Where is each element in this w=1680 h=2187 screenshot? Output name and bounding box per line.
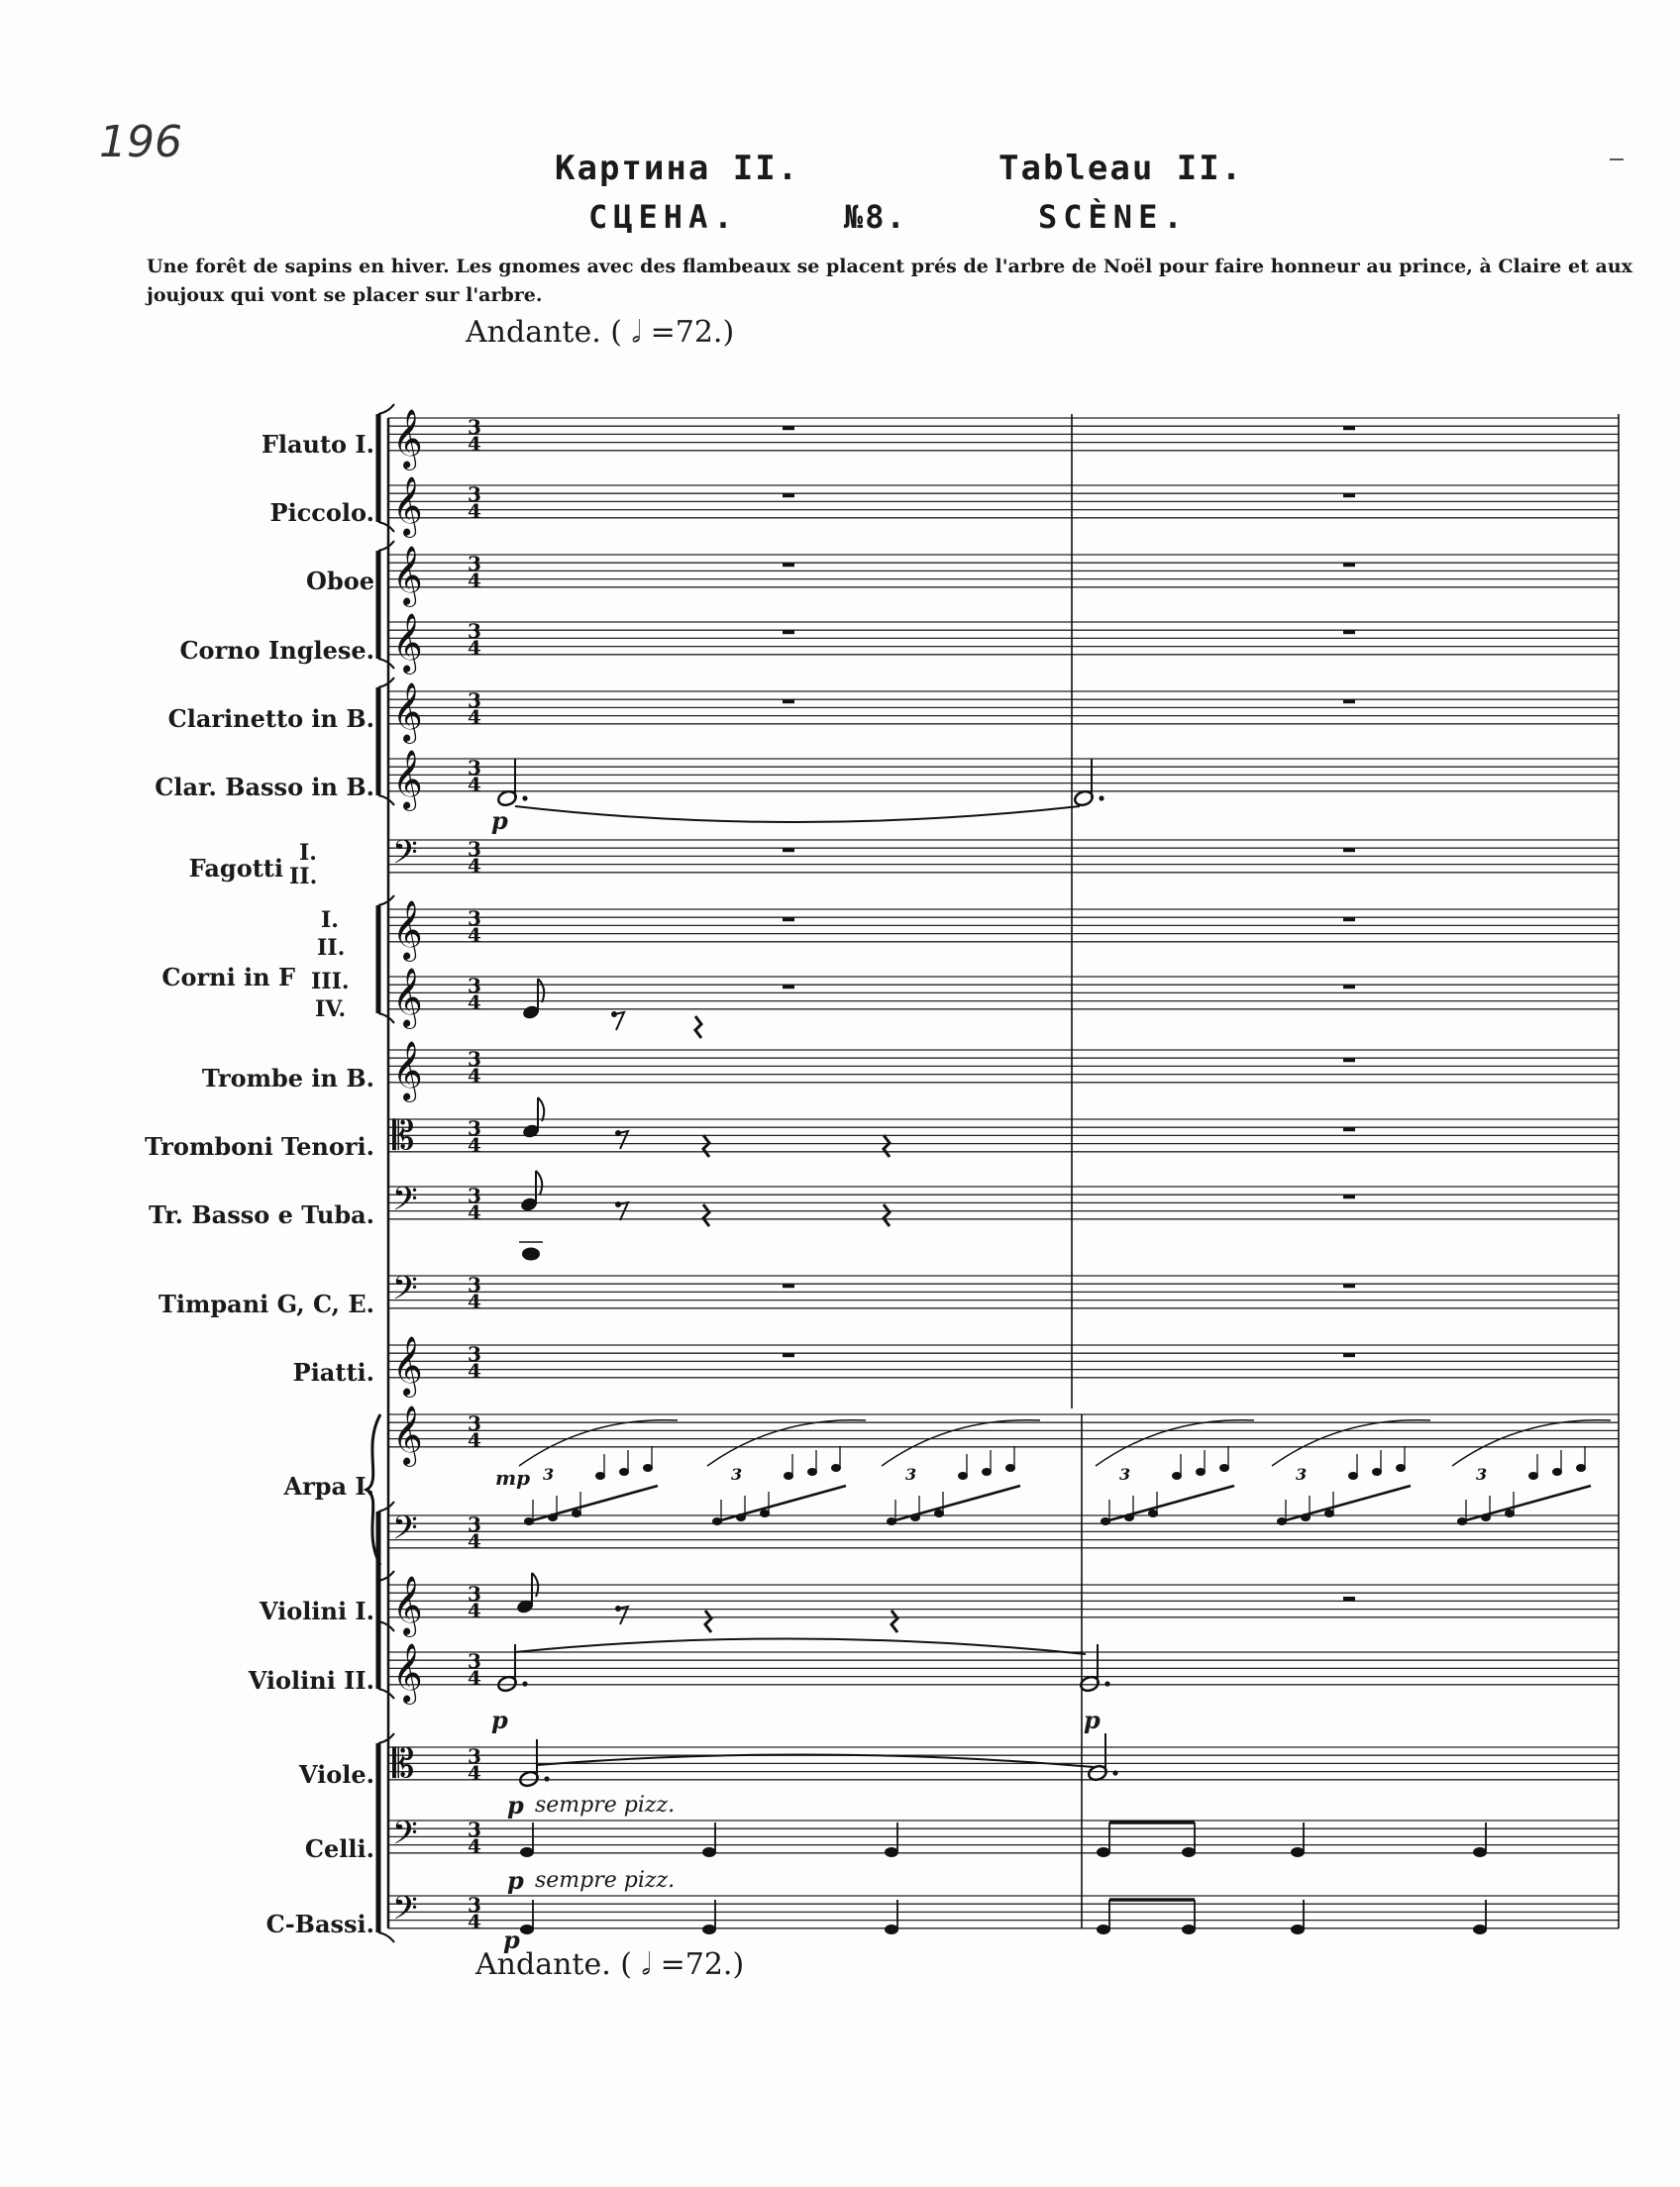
rest-tromboni-q2 — [884, 1135, 890, 1157]
time-sig-top: 3 — [468, 482, 481, 506]
dyn-violini-2: p — [491, 1706, 508, 1734]
fagotti-part-2: II. — [289, 864, 318, 889]
time-sig-bottom: 4 — [468, 1666, 481, 1690]
time-sig-top: 3 — [468, 1649, 481, 1673]
harp-slur — [1096, 1420, 1254, 1466]
clef-treble: 𝄞 — [392, 1041, 423, 1100]
clef-bass: 𝄢 — [392, 834, 418, 880]
label-trombe: Trombe in B. — [201, 1064, 374, 1093]
rest-tromboni-tail — [618, 1131, 628, 1149]
cello-note — [520, 1847, 534, 1857]
time-sig-top: 3 — [468, 974, 481, 997]
time-sig-bottom: 4 — [468, 1359, 481, 1383]
cello-note — [885, 1847, 898, 1857]
whole-rest — [1343, 630, 1355, 634]
time-sig-bottom: 4 — [468, 1133, 481, 1157]
time-sig-top: 3 — [468, 1184, 481, 1207]
time-sig-bottom: 4 — [468, 636, 481, 660]
whole-rest — [783, 493, 794, 497]
time-sig-top: 3 — [468, 1818, 481, 1841]
tempo-marking-bottom: Andante. ( 𝅗𝅥 =72.) — [475, 1947, 745, 1982]
label-flauto: Flauto I. — [261, 430, 374, 459]
whole-rest — [783, 985, 794, 989]
label-tuba: Tr. Basso e Tuba. — [149, 1200, 374, 1229]
harp-slur — [882, 1420, 1040, 1466]
bass-note-m2 — [1097, 1925, 1110, 1934]
label-piccolo: Piccolo. — [269, 498, 374, 527]
label-timpani: Timpani G, C, E. — [158, 1290, 374, 1318]
dyn-viole: p — [507, 1791, 524, 1820]
clef-treble: 𝄞 — [392, 968, 423, 1027]
time-sig-bottom: 4 — [468, 432, 481, 456]
time-sig-bottom: 4 — [468, 1290, 481, 1313]
triplet-mark: 3 — [543, 1465, 555, 1484]
label-fagotti: Fagotti — [188, 854, 283, 883]
whole-rest-violini-1 — [1343, 1597, 1355, 1601]
whole-rest — [1343, 563, 1355, 567]
stage-direction: Une forêt de sapins en hiver. Les gnomes avec des flambeaux se placent prés de l'arbre de Noël pour faire honneur au prince, à Claire et aux joujoux qui vont se placer sur l'arbre. — [147, 256, 1632, 306]
whole-rest — [1343, 426, 1355, 430]
time-sig-top: 3 — [468, 1047, 481, 1071]
label-clarinetto: Clarinetto in B. — [167, 704, 374, 733]
time-sig-bottom: 4 — [468, 569, 481, 592]
time-sig-bottom: 4 — [468, 705, 481, 729]
rest-violini-1-q2 — [892, 1611, 897, 1632]
bass-note — [520, 1925, 534, 1934]
whole-rest — [1343, 1058, 1355, 1062]
time-sig-top: 3 — [468, 552, 481, 575]
clef-bass: 𝄢 — [392, 1815, 418, 1860]
tempo-marking-top: Andante. ( 𝅗𝅥 =72.) — [466, 315, 735, 350]
whole-rest — [1343, 848, 1355, 852]
corni-part-3: III. — [311, 969, 350, 994]
dyn-clar-basso: p — [491, 806, 508, 835]
whole-rest — [783, 1353, 794, 1357]
label-tromboni: Tromboni Tenori. — [145, 1132, 374, 1161]
label-oboe: Oboe — [306, 567, 374, 595]
note-viole-dot — [544, 1776, 549, 1781]
tie-viole — [537, 1754, 1094, 1767]
triplet-mark: 3 — [905, 1465, 917, 1484]
triplet-mark: 3 — [731, 1465, 743, 1484]
clef-treble: 𝄞 — [392, 476, 423, 536]
note-clar-basso-dot — [522, 795, 527, 800]
whole-rest — [783, 848, 794, 852]
time-sig-top: 3 — [468, 756, 481, 780]
fagotti-part-1: I. — [299, 840, 317, 866]
time-sig-top: 3 — [468, 1744, 481, 1768]
whole-rest — [1343, 1353, 1355, 1357]
whole-rest — [783, 426, 794, 430]
whole-rest — [783, 1284, 794, 1288]
triplet-mark: 3 — [1119, 1465, 1131, 1484]
clef-alto: 𝄡 — [392, 1741, 415, 1787]
label-corni: Corni in F — [161, 963, 295, 991]
cello-note — [702, 1847, 716, 1857]
label-clar-basso: Clar. Basso in B. — [155, 773, 374, 801]
whole-rest — [1343, 1284, 1355, 1288]
triplet-mark: 3 — [1476, 1465, 1488, 1484]
harp-slur — [519, 1420, 678, 1466]
time-sig-top: 3 — [468, 1582, 481, 1606]
corni-part-4: IV. — [315, 996, 347, 1022]
whole-rest — [1343, 699, 1355, 703]
time-sig-bottom: 4 — [468, 854, 481, 878]
rest-violini-1-q — [705, 1611, 711, 1632]
dyn-arpa: mp — [495, 1466, 531, 1490]
dyn-celli: p — [507, 1866, 524, 1895]
pizz-celli: sempre pizz. — [535, 1868, 676, 1893]
clef-treble: 𝄞 — [392, 900, 423, 960]
whole-rest — [1343, 985, 1355, 989]
bass-note — [885, 1925, 898, 1934]
time-sig-bottom: 4 — [468, 1599, 481, 1622]
label-celli: Celli. — [304, 1834, 374, 1863]
whole-rest — [1343, 1195, 1355, 1198]
time-sig-bottom: 4 — [468, 773, 481, 796]
harp-slur — [1272, 1420, 1430, 1466]
cello-note-m2 — [1097, 1847, 1110, 1857]
time-sig-bottom: 4 — [468, 1428, 481, 1452]
rest-tuba-q — [703, 1204, 709, 1226]
label-corno-inglese: Corno Inglese. — [179, 636, 374, 665]
scene-french: SCÈNE. — [1038, 198, 1189, 236]
time-sig-bottom: 4 — [468, 1529, 481, 1553]
cello-note-m2 — [1182, 1847, 1196, 1857]
note-tuba-low — [522, 1248, 540, 1261]
harp-slur — [707, 1420, 866, 1466]
note-viole-m2-dot — [1112, 1770, 1117, 1775]
clef-treble: 𝄞 — [392, 546, 423, 605]
label-viole: Viole. — [298, 1760, 374, 1789]
whole-rest — [1343, 1127, 1355, 1131]
time-sig-top: 3 — [468, 688, 481, 712]
note-violini-2-dot — [522, 1681, 527, 1686]
dyn-violini-2-m2: p — [1084, 1706, 1101, 1734]
time-sig-top: 3 — [468, 1411, 481, 1435]
clef-bass: 𝄢 — [392, 1270, 418, 1315]
time-sig-bottom: 4 — [468, 1910, 481, 1933]
scene-number: №8. — [844, 198, 907, 236]
clef-bass: 𝄢 — [392, 1181, 418, 1226]
triplet-mark: 3 — [1296, 1465, 1308, 1484]
bass-note-m2 — [1182, 1925, 1196, 1934]
clef-treble: 𝄞 — [392, 1406, 423, 1465]
time-sig-top: 3 — [468, 1512, 481, 1536]
time-sig-bottom: 4 — [468, 1064, 481, 1088]
time-sig-bottom: 4 — [468, 990, 481, 1014]
rest-tromboni-q — [703, 1135, 709, 1157]
clef-treble: 𝄞 — [392, 409, 423, 469]
time-sig-bottom: 4 — [468, 1200, 481, 1224]
clef-bass: 𝄢 — [392, 1890, 418, 1935]
tie-clar-basso — [515, 806, 1080, 822]
clef-treble: 𝄞 — [392, 750, 423, 809]
time-sig-top: 3 — [468, 1893, 481, 1917]
title-russian: Картина II. — [555, 149, 800, 188]
whole-rest — [1343, 493, 1355, 497]
cello-note-m2b — [1291, 1847, 1305, 1857]
time-sig-top: 3 — [468, 837, 481, 861]
clef-treble: 𝄞 — [392, 1643, 423, 1703]
time-sig-top: 3 — [468, 619, 481, 643]
bass-note-m2b — [1291, 1925, 1305, 1934]
whole-rest — [1343, 917, 1355, 921]
title-french: Tableau II. — [998, 149, 1244, 188]
corni-part-2: II. — [317, 935, 346, 961]
time-sig-bottom: 4 — [468, 1761, 481, 1785]
cello-note-m2b — [1473, 1847, 1487, 1857]
label-cbassi: C-Bassi. — [265, 1910, 374, 1938]
whole-rest — [783, 563, 794, 567]
time-sig-bottom: 4 — [468, 1834, 481, 1858]
label-arpa: Arpa I. — [283, 1472, 374, 1501]
label-violini-1: Violini I. — [259, 1597, 374, 1625]
clef-tenor: 𝄡 — [392, 1113, 415, 1159]
note-clar-basso-m2-dot — [1099, 795, 1103, 800]
time-sig-bottom: 4 — [468, 499, 481, 523]
rest-corni-tail — [614, 1012, 624, 1030]
note-violini-2-m2-dot — [1104, 1681, 1109, 1686]
time-sig-top: 3 — [468, 1273, 481, 1297]
clef-bass: 𝄢 — [392, 1510, 418, 1555]
label-violini-2: Violini II. — [248, 1666, 374, 1695]
clef-treble: 𝄞 — [392, 613, 423, 673]
dyn-cbassi: p — [503, 1926, 520, 1954]
harp-slur — [1452, 1420, 1611, 1466]
rest-corni-q — [695, 1016, 701, 1038]
whole-rest — [783, 699, 794, 703]
time-sig-top: 3 — [468, 415, 481, 439]
scene-russian: СЦЕНА. — [588, 198, 739, 236]
clef-treble: 𝄞 — [392, 1336, 423, 1396]
whole-rest — [783, 630, 794, 634]
bass-note — [702, 1925, 716, 1934]
rest-tuba-q2 — [884, 1204, 890, 1226]
bass-note-m2b — [1473, 1925, 1487, 1934]
time-sig-top: 3 — [468, 1342, 481, 1366]
time-sig-top: 3 — [468, 906, 481, 930]
whole-rest — [783, 917, 794, 921]
corni-part-1: I. — [321, 907, 339, 933]
time-sig-bottom: 4 — [468, 923, 481, 947]
clef-treble: 𝄞 — [392, 682, 423, 742]
pizz-viole: sempre pizz. — [535, 1793, 676, 1818]
label-piatti: Piatti. — [292, 1358, 374, 1387]
time-sig-top: 3 — [468, 1116, 481, 1140]
clef-treble: 𝄞 — [392, 1576, 423, 1635]
page-number: 196 — [99, 117, 182, 167]
